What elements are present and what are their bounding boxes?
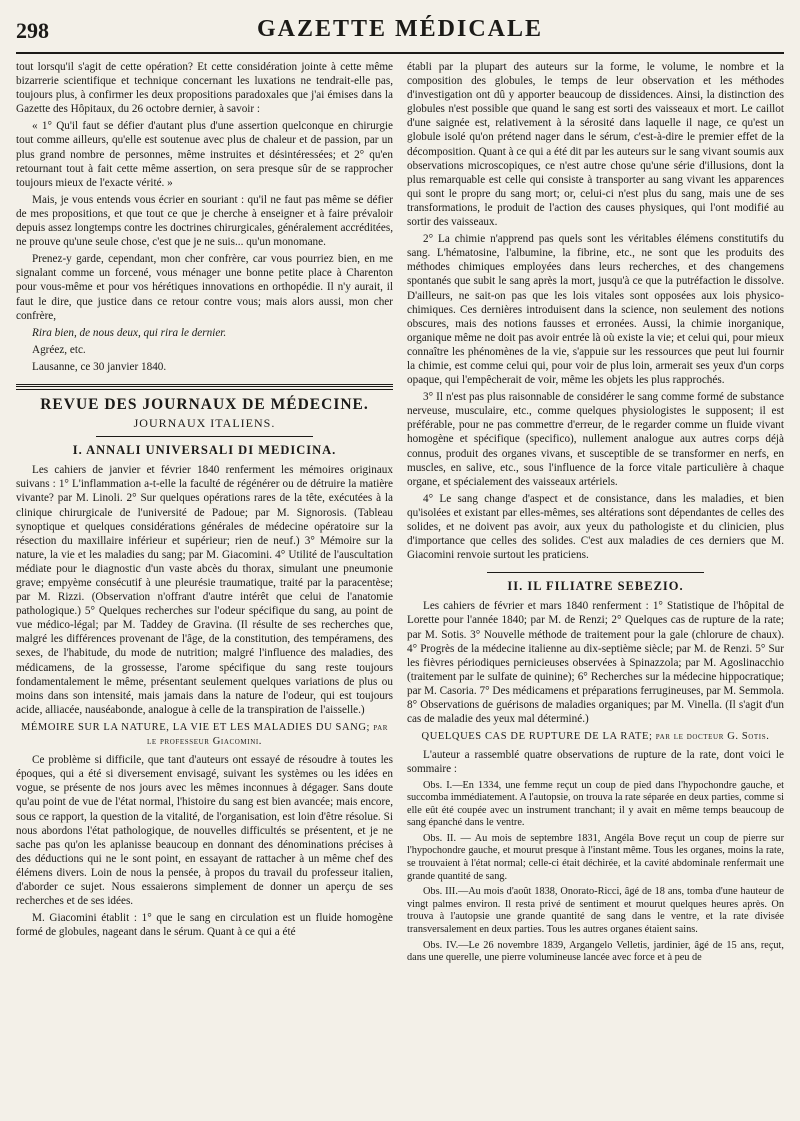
paragraph: Les cahiers de janvier et février 1840 renferment les mémoires originaux suivans : 1° L'inflammation a-t-elle la faculté de régénérer ou de détruire la matière vivante? par M. Linoli. 2° Sur quelques opérations rares de la tête, exécutées à la clinique chirurgicale de l'université de Padoue; par M. Signorosis. (Tableau synoptique et quelques considérations générales de médecine opératoire sur la résection du maxillaire inférieur et supérieur; rien de neuf.) 3° Mémoire sur la nature, la vie et les maladies du sang; par M. Giacomini. 4° Utilité de l'auscultation médiate pour le diagnostic d'un vaste abcès du thorax, simulant une pneumonie grave; empyème consécutif à une pleurésie traumatique, traité par la paracentèse; par M. Rizzi. (Observation n'offrant d'autre intérêt que celui de l'anatomie pathologique.) 5° Quelques recherches sur l'odeur spécifique du sang, au point de vue médico-légal; par M. Taddey de Gravina. (Il résulte de ses recherches que, malgré les différences provenant de l'âge, de la constitution, des tempéramens, des sexes, de l'habitude, du mode de nutrition; malgré l'influence des maladies, des médicamens, de la grossesse, l'arome spécifique du sang reste toujours fondamentalement le même, présentant seulement quelques variations de plus ou moins dans son intensité, mais jamais dans la nature de l'odeur, qui est toujours acide, alliacée, nauséabonde, analogue à celle de la transpiration de l'aisselle.): [16, 464, 393, 716]
two-column-body: [16, 60, 784, 1120]
left-column: [16, 60, 393, 1120]
paragraph: Ce problème si difficile, que tant d'auteurs ont essayé de résoudre à toutes les époques, qui a été si diversement envisagé, suivant les systèmes ou les idées en vogue, se présente de nos jours avec les mêmes inconnues à dégager. Sans doute qu'au point de vue de l'état normal, l'histoire du sang est bien avancée; mais encore, sous ce rapport, la question de la vitalité, de l'organisation, est loin d'être résolue. Si nous abordons l'état pathologique, de nouvelles difficultés se présentent, et je ne sache pas qu'on les aplanisse beaucoup en donnant des dénominations précises à des déductions qui ne le sont point, en essayant de rattacher à un même chef des élémens divers. Loin de nous la pensée, à propos du travail du professeur italien, d'aborder ce sujet. Nous essaierons simplement de donner un aperçu de ses recherches et de ses idées.: [16, 754, 393, 908]
observation: Obs. II. — Au mois de septembre 1831, Angéla Bove reçut un coup de pierre sur l'hypochondre gauche, et mourut presque à l'instant même. Tous les organes, moins la rate, se trouvaient à l'état normal; celle-ci était déchirée, et la cavité abdominale renfermait une grande quantité de sang.: [407, 832, 784, 882]
paragraph: Prenez-y garde, cependant, mon cher confrère, car vous pourriez bien, en me signalant comme un forcené, vous ménager une bonne petite place à Charenton pour vous-même et pour vos hérétiques innovations en orthopédie. Il n'y aurait, il faut le dire, que justice dans ce retour contre vous; mais alors aussi, mon cher confrère,: [16, 253, 393, 322]
page-title: GAZETTE MÉDICALE: [256, 16, 544, 42]
annali-heading: I. ANNALI UNIVERSALI DI MEDICINA.: [72, 443, 337, 458]
filiatre-heading: II. IL FILIATRE SEBEZIO.: [507, 579, 684, 594]
paragraph: 4° Le sang change d'aspect et de consistance, dans les maladies, et bien qu'isolées et existant par elles-mêmes, ses altérations sont dépendantes de celles des solides, et ne doivent pas avoir, aux yeux du pathologiste et du clinicien, plus d'importance que celles des solides. C'est aux maladies de ces derniers que M. Giacomini renvoie surtout les praticiens.: [407, 492, 784, 562]
observation: Obs. III.—Au mois d'août 1838, Onorato-Ricci, âgé de 18 ans, tomba d'une hauteur de vingt palmes environ. Il resta privé de sentiment et mourut quelques heures après. On trouva à l'autopsie une grande quantité de sang dans le ventre, et la rate divisée transversalement en deux parties. Tous les autres organes étaient sains.: [407, 886, 784, 936]
paragraph: tout lorsqu'il s'agit de cette opération? Et cette considération jointe à cette même bizarrerie scientifique et technique concernant les luxations ne tendrait-elle pas, toujours plus, à confirmer les deux propositions paradoxales que j'ai émises dans la Gazette des Hôpitaux, du 26 octobre dernier, à savoir :: [16, 61, 393, 116]
memoire-heading: MÉMOIRE SUR LA NATURE, LA VIE ET LES MALADIES DU SANG; par le professeur Giacomini.: [20, 721, 389, 748]
journaux-italiens-heading: JOURNAUX ITALIENS.: [133, 416, 276, 431]
observation: Obs. I.—En 1334, une femme reçut un coup de pied dans l'hypochondre gauche, et succomba immédiatement. A l'autopsie, on trouva la rate séparée en deux parties, comme si elle eût été coupée avec un instrument tranchant; il y avait en même temps beaucoup de sang épanché dans le ventre.: [407, 779, 784, 829]
observation: Obs. IV.—Le 26 novembre 1839, Argangelo Velletis, jardinier, âgé de 15 ans, reçut, dans une querelle, une pierre volumineuse lancée avec force et à peu de: [407, 939, 784, 964]
paragraph: L'auteur a rassemblé quatre observations de rupture de la rate, dont voici le sommaire :: [407, 749, 784, 776]
paragraph: établi par la plupart des auteurs sur la forme, le volume, le nombre et la composition des globules, le temps de leur observation et les méthodes d'investigation ont dû y apporter beaucoup de dissidences. Ainsi, la distinction des globules n'est possible que quand le sang est sorti des vaisseaux et mort. Le caillot d'une saignée est, relativement à la sérosité dans laquelle il nage, ce qu'est un globule isolé qu'on prétend nager dans le sérum, c'est-à-dire le premier effet de la décomposition. Quant à ce qui a été dit par les auteurs sur le sang vivant soumis aux observations microscopiques, ce n'est autre chose qu'une série d'illusions, dont la plus remarquable est celle qui consiste à transporter au sang vivant les apparences qui sont le propre du sang mort; or, celui-ci n'est plus du sang, mais une de ses transformations, le produit de l'action des causes physiques, qui l'ont modifié au sortir des vaisseaux.: [407, 61, 784, 229]
quoted-line: Rira bien, de nous deux, qui rira le dernier.: [32, 326, 227, 339]
rupture-heading: QUELQUES CAS DE RUPTURE DE LA RATE; par le docteur G. Sotis.: [421, 731, 770, 743]
paragraph: Les cahiers de février et mars 1840 renferment : 1° Statistique de l'hôpital de Lorette pour l'année 1840; par M. de Renzi; 2° Quelques cas de rupture de la rate; par M. Sotis. 3° Nouvelle méthode de traitement pour la gale (chlorure de chaux). 4° Progrès de la médecine italienne au dix-septième siècle; par M. de Renzi. 5° Sur les fièvres périodiques pernicieuses observées à Spinazzola; par M. Agoslinacchio (traitement par le sulfate de quinine); 6° Recherches sur la médecine hippocratique; par M. Casoria. 7° Des médicamens et préparations ferrugineuses, par M. Semmola. 8° Observations de guérisons de maladies organiques; par M. Vinella. (Il s'agit d'un cas de maladie des yeux mal déterminé.): [407, 600, 784, 726]
right-column: [407, 60, 784, 1120]
paragraph: 2° La chimie n'apprend pas quels sont les véritables élémens constitutifs du sang. L'hématosine, l'albumine, la fibrine, etc., ne sont que les produits des méthodes chimiques employées dans leurs recherches, et des changemens spontanés que subit le sang après la mort, jusqu'à ce que la putréfaction le dissolve. D'ailleurs, ne sait-on pas que les lois vitales sont opposées aux lois physico-chimiques. Ces dernières introduisent dans la science, non seulement des notions obscures, mais des notions fausses et erronées. Aussi, la chimie inorganique, organique même ne doit pas avoir entrée là où existe la vie; et celui qui, pour mieux connaître les phénomènes de la vie, s'appuie sur les ressources que peut lui fournir la chimie, est comme celui qui, pour voir de plus loin, armerait ses yeux d'un corps opaque, qui l'empêcherait de voir, même les objets les plus rapprochés.: [407, 233, 784, 387]
paragraph: « 1° Qu'il faut se défier d'autant plus d'une assertion quelconque en chirurgie tout comme ailleurs, qu'elle est soutenue avec plus de chaleur et de passion, par un plus grand nombre de personnes, même instruites et désintéressées; et 2° qu'en retournant tout à fait cette même assertion, on sera presque sûr de se rapprocher toujours mieux de l'exacte vérité. »: [16, 120, 393, 189]
paragraph: 3° Il n'est pas plus raisonnable de considérer le sang comme formé de substance nerveuse, musculaire, etc., comme quelques physiologistes le supposent; il est préférable, pour ne pas commettre d'erreur, de le regarder comme un fluide vivant homogène et spécifique (specifico), nullement analogue aux autres corps déjà connus, produit des organes vivans, et susceptible de se transformer en nerfs, en muscles, en salive, etc., sous l'influence de la force vitale particulière à chaque organe, et spécialement des vaisseaux artériels.: [407, 391, 784, 488]
dateline: Lausanne, ce 30 janvier 1840.: [32, 360, 167, 373]
paragraph: M. Giacomini établit : 1° que le sang en circulation est un fluide homogène formé de globules, nageant dans le sérum. Quant à ce qui a été: [16, 912, 393, 939]
paragraph: Mais, je vous entends vous écrier en souriant : qu'il ne faut pas même se défier de mes propositions, et que tout ce que je cherche à enseigner et à faire prévaloir depuis assez longtemps contre les doctrines chirurgicales, généralement accréditées, ne prouve qu'une seule chose, c'est que je ne suis... qu'un monomane.: [16, 193, 393, 249]
section-divider: [16, 384, 393, 390]
divider: [487, 572, 704, 573]
divider: [96, 436, 313, 437]
revue-heading: REVUE DES JOURNAUX DE MÉDECINE.: [40, 395, 369, 413]
page-number: 298: [16, 18, 49, 43]
closing: Agréez, etc.: [32, 343, 86, 356]
page-header: [16, 12, 784, 54]
